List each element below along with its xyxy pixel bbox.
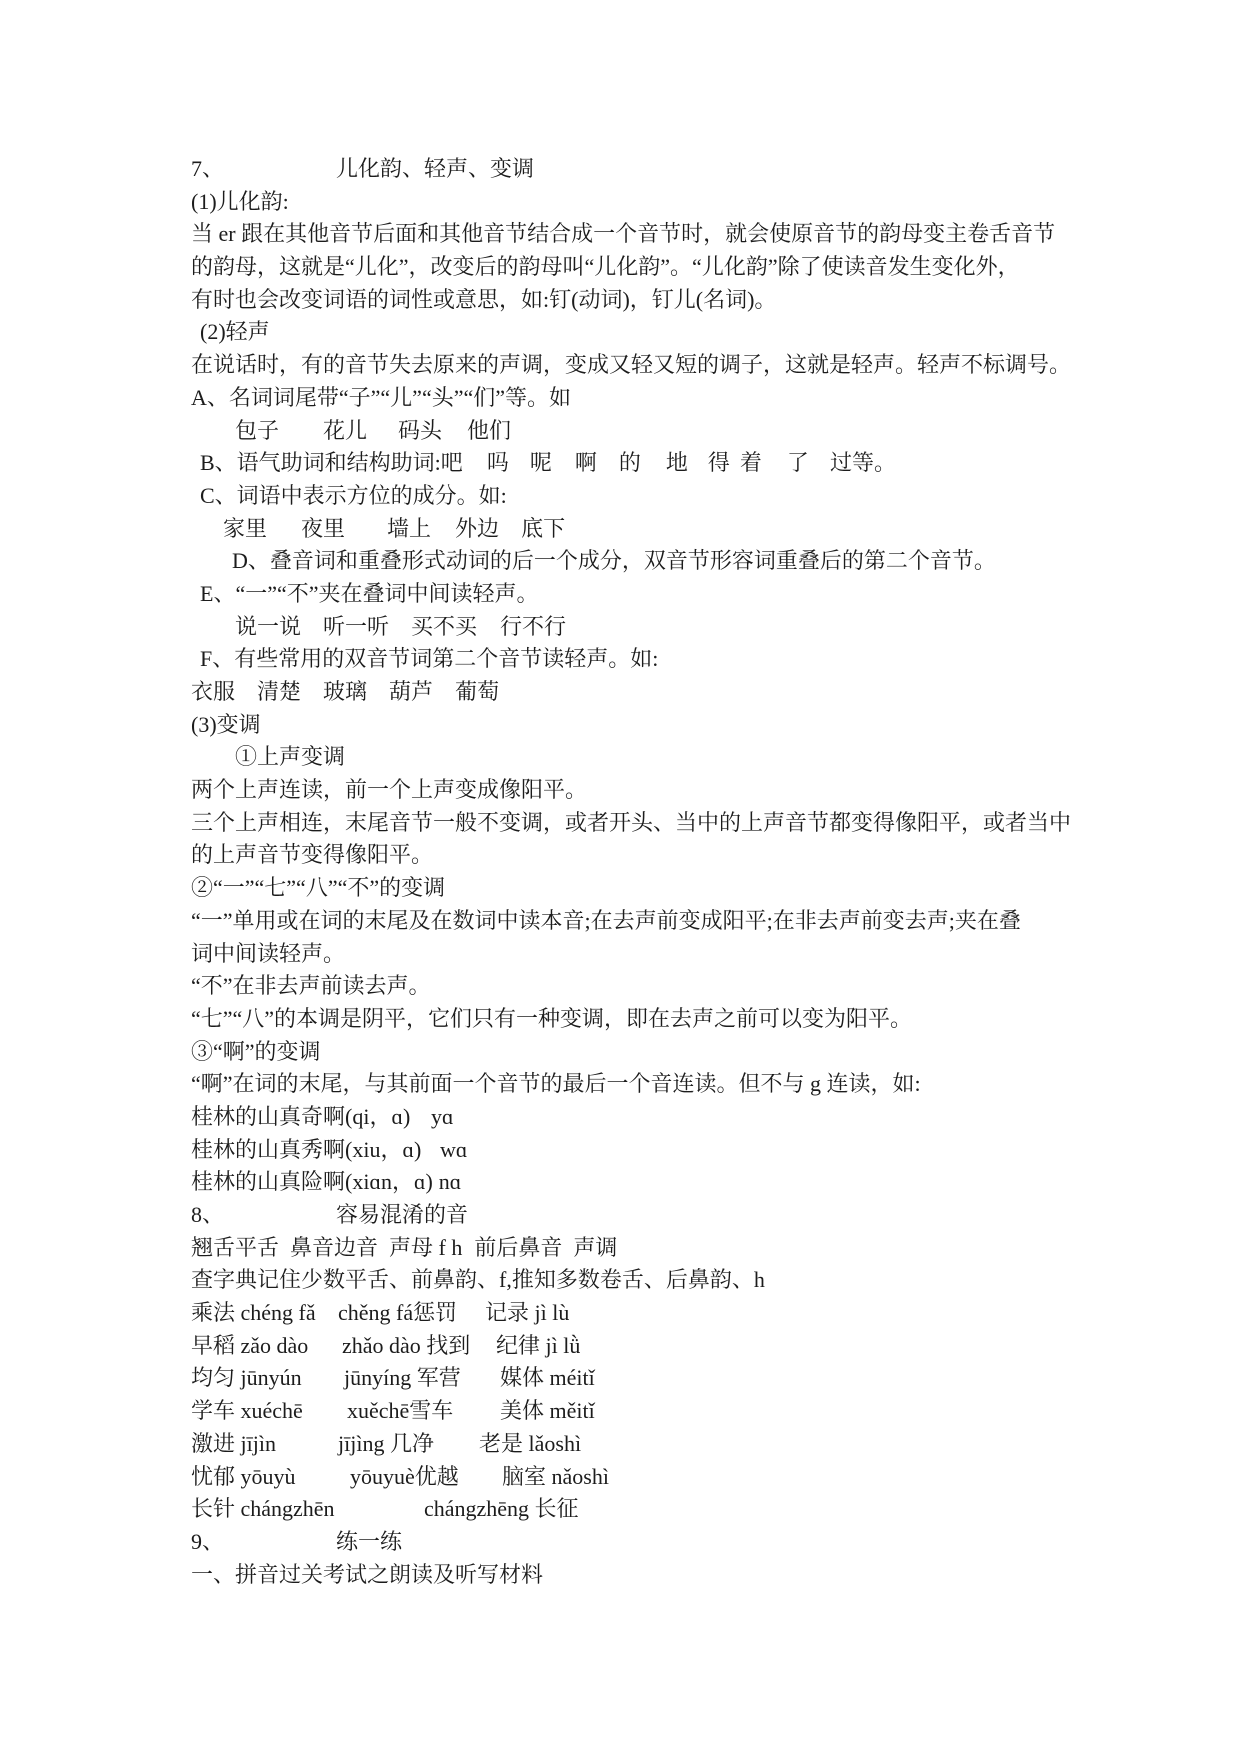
category-label: 声母 f h xyxy=(389,1234,463,1260)
example-reading: wɑ xyxy=(440,1136,468,1162)
word-pinyin: 学车 xuéchē xyxy=(191,1398,303,1424)
category-label: 声调 xyxy=(573,1234,618,1260)
example-word: 说一说 xyxy=(235,613,302,639)
example-word: 地 xyxy=(665,450,688,476)
yi-qi-ba-bu-heading: ②“一”“七”“八”“不”的变调 xyxy=(191,875,446,901)
dictionary-tip: 查字典记住少数平舌、前鼻韵、f,推知多数卷舌、后鼻韵、h xyxy=(191,1267,765,1293)
example-word: 葫芦 xyxy=(389,679,434,704)
example-word: 夜里 xyxy=(301,515,346,541)
example-word: 外边 xyxy=(455,515,500,541)
example-word: 衣服 xyxy=(191,679,236,704)
example-word: 买不买 xyxy=(411,613,478,639)
word-pinyin: 激进 jījìn xyxy=(191,1430,276,1456)
paragraph-line: 词中间读轻声。 xyxy=(191,940,346,966)
paragraph-line: “啊”在词的末尾，与其前面一个音节的最后一个音连读。但不与 g 连读，如: xyxy=(191,1071,921,1097)
example-word: 着 xyxy=(739,450,762,476)
example-word: 吧 xyxy=(440,450,463,476)
word-pair-row xyxy=(191,1493,1111,1526)
word-pair-row xyxy=(191,1428,1111,1461)
rule-a-examples xyxy=(191,415,1111,448)
section-8-heading xyxy=(191,1199,1111,1232)
paragraph-line: 的上声音节变得像阳平。 xyxy=(191,842,434,868)
word-pinyin: jūnyíng 军营 xyxy=(344,1365,461,1391)
word-pinyin: jījìng 几净 xyxy=(338,1430,434,1456)
subsection-heading-tone-sandhi: (3)变调 xyxy=(191,711,261,737)
example-word: 听一听 xyxy=(323,613,390,639)
example-word: 玻璃 xyxy=(323,679,368,704)
section-number: 9、 xyxy=(191,1528,225,1554)
rule-b xyxy=(191,447,1111,480)
paragraph-line: 有时也会改变词语的词性或意思，如:钉(动词)，钉儿(名词)。 xyxy=(191,286,777,312)
a-particle-example xyxy=(191,1166,1111,1199)
word-pinyin: 乘法 chéng fǎ xyxy=(191,1300,316,1326)
example-sentence: 桂林的山真险啊(xiɑn，ɑ) xyxy=(191,1169,433,1195)
subsection-heading-erhua: (1)儿化韵: xyxy=(191,188,289,214)
word-pair-row xyxy=(191,1362,1111,1395)
section-7-heading xyxy=(191,153,1111,186)
example-word: 包子 xyxy=(235,417,280,443)
example-word: 葡萄 xyxy=(455,679,500,704)
word-pinyin: 老是 lǎoshì xyxy=(479,1430,582,1456)
word-pinyin: chángzhēng 长征 xyxy=(424,1496,579,1522)
rule-e: E、“一”“不”夹在叠词中间读轻声。 xyxy=(200,580,539,606)
paragraph-line: 三个上声相连，末尾音节一般不变调，或者开头、当中的上声音节都变得像阳平，或者当中 xyxy=(191,809,1072,835)
rule-d: D、叠音词和重叠形式动词的后一个成分，双音节形容词重叠后的第二个音节。 xyxy=(232,548,996,574)
word-pinyin: 媒体 méitǐ xyxy=(500,1365,595,1391)
page-content xyxy=(191,153,1111,1591)
section-number: 8、 xyxy=(191,1202,225,1227)
paragraph-line: “一”单用或在词的末尾及在数词中读本音;在去声前变成阳平;在非去声前变去声;夹在叠 xyxy=(191,907,1021,933)
example-word: 啊 xyxy=(574,450,597,476)
rule-f-examples xyxy=(191,676,1111,709)
word-pinyin: 忧郁 yōuyù xyxy=(191,1463,296,1489)
paragraph-line: 当 er 跟在其他音节后面和其他音节结合成一个音节时，就会使原音节的韵母变主卷舌音节 xyxy=(191,221,1056,247)
word-pinyin: 纪律 jì lǜ xyxy=(496,1332,581,1358)
a-particle-example xyxy=(191,1134,1111,1167)
section-title: 练一练 xyxy=(336,1528,403,1554)
word-pair-row xyxy=(191,1297,1111,1330)
example-sentence: 桂林的山真奇啊(qi，ɑ) xyxy=(191,1103,411,1129)
word-pinyin: xuěchē雪车 xyxy=(347,1398,454,1424)
paragraph-line: “七”“八”的本调是阴平，它们只有一种变调，即在去声之前可以变为阳平。 xyxy=(191,1005,913,1031)
rule-e-examples xyxy=(191,611,1111,644)
rule-a: A、名词词尾带“子”“儿”“头”“们”等。如 xyxy=(191,384,572,410)
example-word: 码头 xyxy=(398,417,443,443)
word-pinyin: chěng fá惩罚 xyxy=(338,1300,458,1326)
section-number: 7、 xyxy=(191,156,225,181)
exam-heading: 一、拼音过关考试之朗读及听写材料 xyxy=(191,1561,544,1587)
rule-c: C、词语中表示方位的成分。如: xyxy=(200,482,507,508)
category-label: 鼻音边音 xyxy=(290,1234,379,1260)
category-label: 翘舌平舌 xyxy=(191,1234,280,1260)
confusable-categories xyxy=(191,1232,1111,1265)
category-label: 前后鼻音 xyxy=(474,1234,563,1260)
subsection-heading-neutral-tone: (2)轻声 xyxy=(200,319,270,345)
example-word: 行不行 xyxy=(500,613,567,639)
example-reading: yɑ xyxy=(431,1103,454,1129)
word-pinyin: 均匀 jūnyún xyxy=(191,1365,302,1391)
example-word: 清楚 xyxy=(257,679,302,704)
word-pinyin: 脑室 nǎoshì xyxy=(502,1463,609,1489)
word-pair-row xyxy=(191,1461,1111,1494)
a-particle-heading: ③“啊”的变调 xyxy=(191,1038,321,1064)
example-sentence: 桂林的山真秀啊(xiu，ɑ) xyxy=(191,1136,422,1162)
example-reading: nɑ xyxy=(438,1169,462,1195)
example-word: 墙上 xyxy=(387,515,432,541)
example-word: 过等。 xyxy=(829,450,896,476)
a-particle-example xyxy=(191,1101,1111,1134)
section-title: 容易混淆的音 xyxy=(336,1202,469,1227)
section-title: 儿化韵、轻声、变调 xyxy=(336,156,535,181)
example-word: 底下 xyxy=(521,515,566,541)
paragraph-line: 两个上声连读，前一个上声变成像阳平。 xyxy=(191,777,588,803)
example-word: 他们 xyxy=(467,417,512,443)
word-pinyin: 长针 chángzhēn xyxy=(191,1496,335,1522)
example-word: 得 xyxy=(707,450,730,476)
example-word: 家里 xyxy=(223,515,268,541)
paragraph-line: “不”在非去声前读去声。 xyxy=(191,973,431,999)
example-word: 的 xyxy=(618,450,641,476)
word-pair-row xyxy=(191,1330,1111,1363)
example-word: 花儿 xyxy=(323,417,368,443)
rule-f: F、有些常用的双音节词第二个音节读轻声。如: xyxy=(200,646,659,672)
section-9-heading xyxy=(191,1526,1111,1559)
third-tone-heading: ①上声变调 xyxy=(235,744,346,770)
paragraph-line: 的韵母，这就是“儿化”，改变后的韵母叫“儿化韵”。“儿化韵”除了使读音发生变化外， xyxy=(191,254,1020,280)
rule-c-examples xyxy=(191,513,1111,546)
example-word: 呢 xyxy=(529,450,552,476)
word-pinyin: 早稻 zǎo dào xyxy=(191,1332,309,1358)
word-pair-row xyxy=(191,1395,1111,1428)
example-word: 吗 xyxy=(486,450,509,476)
example-word: 了 xyxy=(786,450,809,476)
word-pinyin: yōuyuè优越 xyxy=(350,1463,459,1489)
paragraph-line: 在说话时，有的音节失去原来的声调，变成又轻又短的调子，这就是轻声。轻声不标调号。 xyxy=(191,352,1072,378)
word-pinyin: 记录 jì lù xyxy=(485,1300,570,1326)
rule-text: B、语气助词和结构助词: xyxy=(200,450,441,476)
word-pinyin: 美体 měitǐ xyxy=(500,1398,595,1424)
word-pinyin: zhǎo dào 找到 xyxy=(342,1332,471,1358)
